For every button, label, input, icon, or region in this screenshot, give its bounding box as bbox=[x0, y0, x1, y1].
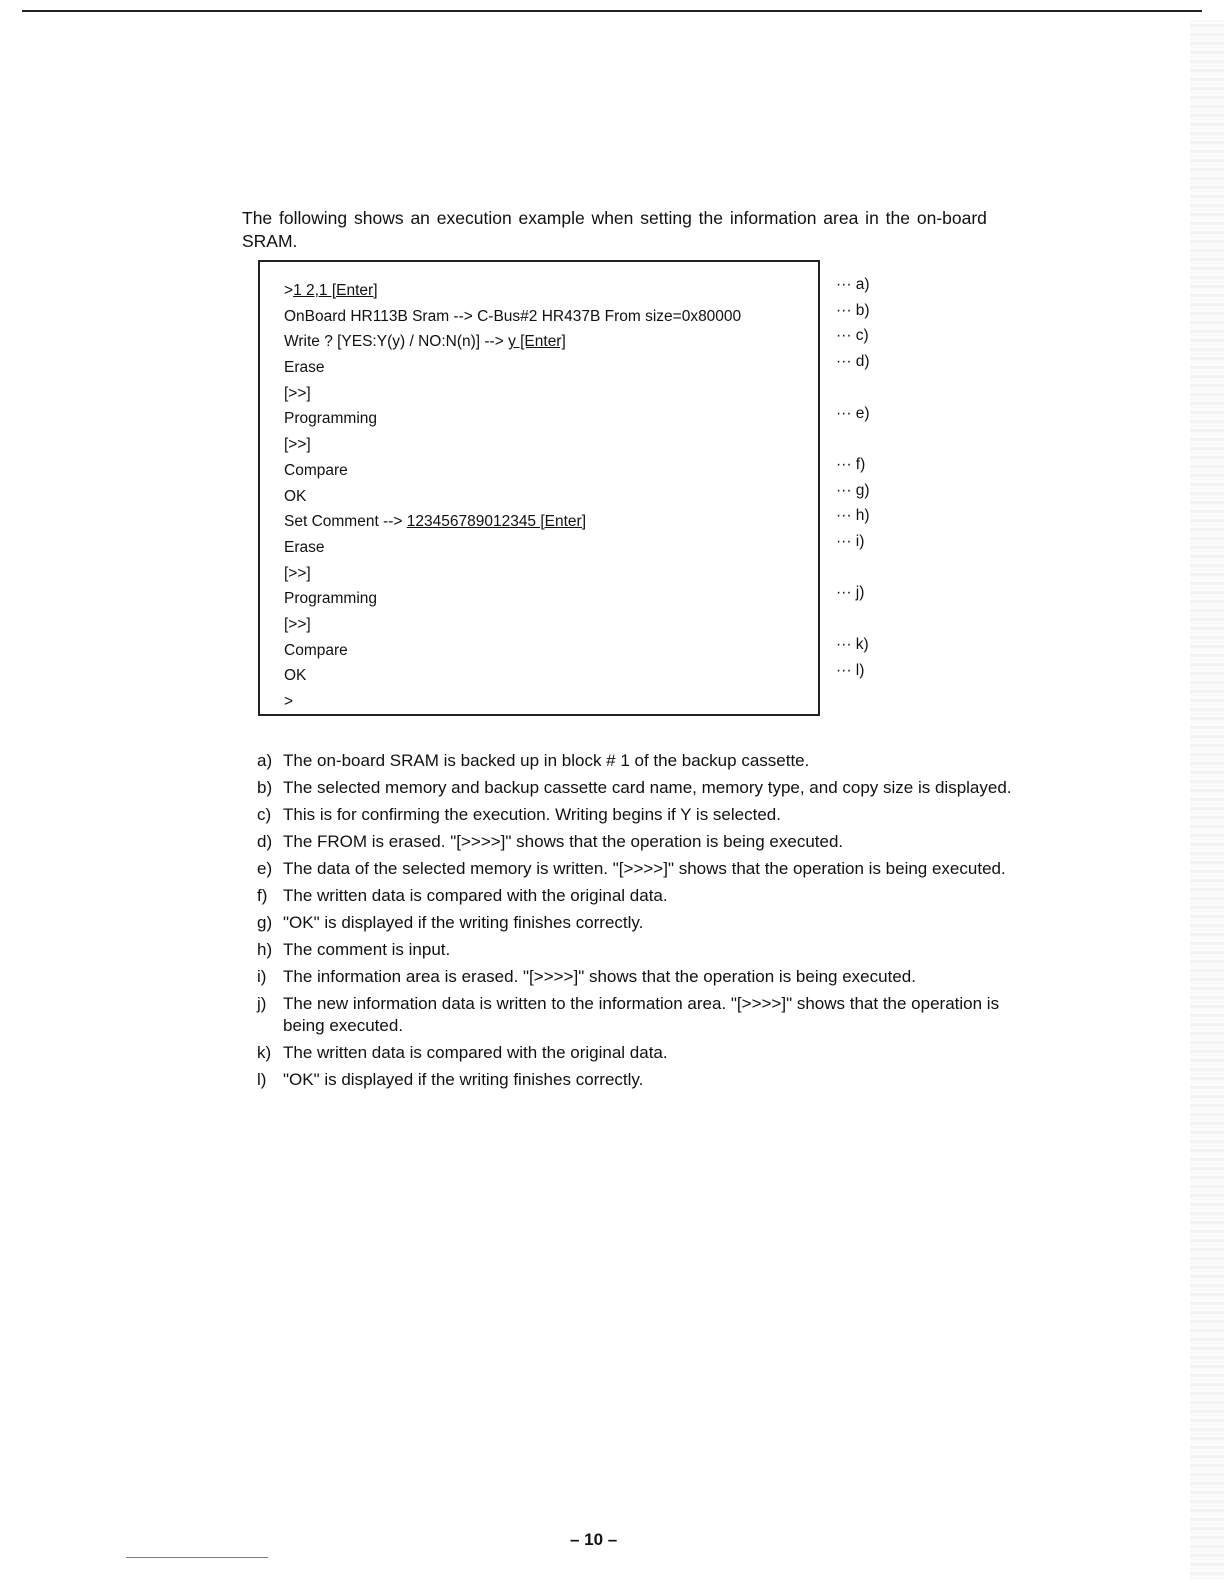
console-text: [>>] bbox=[284, 615, 311, 633]
console-text: [>>] bbox=[284, 436, 311, 454]
console-text: Erase bbox=[284, 538, 325, 556]
explanation-item bbox=[257, 1069, 1037, 1091]
console-text: OK bbox=[284, 487, 307, 505]
reference-marker: ··· i) bbox=[836, 533, 865, 550]
explanation-item bbox=[257, 777, 1037, 799]
console-line bbox=[284, 663, 808, 689]
console-text: Compare bbox=[284, 641, 348, 659]
explanation-item bbox=[257, 912, 1037, 934]
item-tag: c) bbox=[257, 805, 272, 824]
item-text: The selected memory and backup cassette card name, memory type, and copy size is displayed. bbox=[283, 778, 1012, 797]
explanation-item bbox=[257, 885, 1037, 907]
reference-marker: ··· c) bbox=[836, 327, 869, 345]
reference-marker: ··· k) bbox=[836, 635, 869, 653]
console-line bbox=[284, 638, 808, 664]
console-line bbox=[284, 381, 808, 407]
bottom-rule bbox=[126, 1557, 268, 1558]
item-text: The on-board SRAM is backed up in block # 1 of the backup cassette. bbox=[283, 751, 810, 770]
explanation-item bbox=[257, 966, 1037, 988]
console-line bbox=[284, 586, 808, 612]
console-line bbox=[284, 458, 808, 484]
reference-marker: ··· d) bbox=[836, 353, 870, 371]
console-line bbox=[284, 432, 808, 458]
item-text: The data of the selected memory is written. "[>>>>]" shows that the operation is being executed. bbox=[283, 859, 1006, 878]
console-text: Set Comment --> bbox=[284, 513, 407, 531]
reference-marker: ··· b) bbox=[836, 301, 870, 319]
item-text: The written data is compared with the original data. bbox=[283, 886, 668, 905]
item-text: The comment is input. bbox=[283, 940, 451, 959]
console-line bbox=[284, 689, 808, 715]
console-lines bbox=[284, 278, 808, 715]
console-text: [>>] bbox=[284, 564, 311, 582]
console-user-input: y [Enter] bbox=[508, 333, 566, 351]
scan-edge-shading bbox=[1190, 20, 1224, 1580]
console-line bbox=[284, 484, 808, 510]
explanation-item bbox=[257, 939, 1037, 961]
item-text: The information area is erased. "[>>>>]" shows that the operation is being executed. bbox=[283, 967, 916, 986]
explanation-list bbox=[257, 750, 1037, 1096]
item-text: The FROM is erased. "[>>>>]" shows that the operation is being executed. bbox=[283, 832, 844, 851]
item-text: The new information data is written to the information area. "[>>>>]" shows that the operation is being executed. bbox=[283, 994, 1000, 1035]
explanation-item bbox=[257, 858, 1037, 880]
reference-marker: ··· f) bbox=[836, 455, 866, 473]
item-tag: i) bbox=[257, 967, 267, 986]
console-text: [>>] bbox=[284, 384, 311, 402]
explanation-item bbox=[257, 1042, 1037, 1064]
item-tag: l) bbox=[257, 1070, 267, 1089]
page-number: – 10 – bbox=[570, 1530, 618, 1549]
intro-line-1: The following shows an execution example when setting the information area in the on-board bbox=[242, 208, 987, 228]
reference-marker: ··· h) bbox=[836, 507, 870, 525]
item-text: The written data is compared with the original data. bbox=[283, 1043, 668, 1062]
item-tag: h) bbox=[257, 940, 273, 959]
reference-marker: ··· g) bbox=[836, 481, 870, 499]
console-line bbox=[284, 612, 808, 638]
explanation-item bbox=[257, 750, 1037, 772]
intro-line-2: SRAM. bbox=[242, 231, 298, 251]
console-text: OK bbox=[284, 667, 307, 685]
item-text: "OK" is displayed if the writing finishes correctly. bbox=[283, 913, 644, 932]
console-line bbox=[284, 509, 808, 535]
console-text: > bbox=[284, 693, 294, 710]
item-tag: a) bbox=[257, 751, 273, 770]
item-tag: b) bbox=[257, 778, 273, 797]
top-border-rule bbox=[22, 10, 1202, 12]
console-text: Write ? [YES:Y(y) / NO:N(n)] --> bbox=[284, 333, 509, 351]
console-text: OnBoard HR113B Sram --> C-Bus#2 HR437B From size=0x80000 bbox=[284, 307, 742, 325]
console-line bbox=[284, 278, 808, 304]
item-tag: g) bbox=[257, 913, 273, 932]
console-text: > bbox=[284, 282, 294, 299]
item-text: "OK" is displayed if the writing finishes correctly. bbox=[283, 1070, 644, 1089]
console-user-input: 1 2,1 [Enter] bbox=[293, 282, 378, 299]
explanation-item bbox=[257, 993, 1037, 1037]
reference-marker: ··· e) bbox=[836, 404, 870, 422]
console-line bbox=[284, 329, 808, 355]
item-tag: k) bbox=[257, 1043, 272, 1062]
explanation-item bbox=[257, 804, 1037, 826]
console-line bbox=[284, 304, 808, 330]
reference-marker: ··· a) bbox=[836, 276, 870, 293]
console-text: Programming bbox=[284, 590, 378, 608]
console-text: Programming bbox=[284, 410, 378, 428]
console-text: Compare bbox=[284, 461, 348, 479]
console-user-input: 123456789012345 [Enter] bbox=[406, 513, 587, 531]
reference-marker: ··· j) bbox=[836, 584, 865, 602]
console-output-box bbox=[258, 260, 820, 716]
intro-paragraph bbox=[242, 207, 1042, 253]
console-line bbox=[284, 406, 808, 432]
item-text: This is for confirming the execution. Writing begins if Y is selected. bbox=[283, 805, 781, 824]
console-line bbox=[284, 535, 808, 561]
console-line bbox=[284, 355, 808, 381]
console-line bbox=[284, 561, 808, 587]
reference-marker: ··· l) bbox=[836, 661, 865, 679]
item-tag: d) bbox=[257, 832, 273, 851]
console-text: Erase bbox=[284, 359, 325, 377]
item-tag: e) bbox=[257, 859, 273, 878]
item-tag: f) bbox=[257, 886, 268, 905]
explanation-item bbox=[257, 831, 1037, 853]
item-tag: j) bbox=[257, 994, 267, 1013]
